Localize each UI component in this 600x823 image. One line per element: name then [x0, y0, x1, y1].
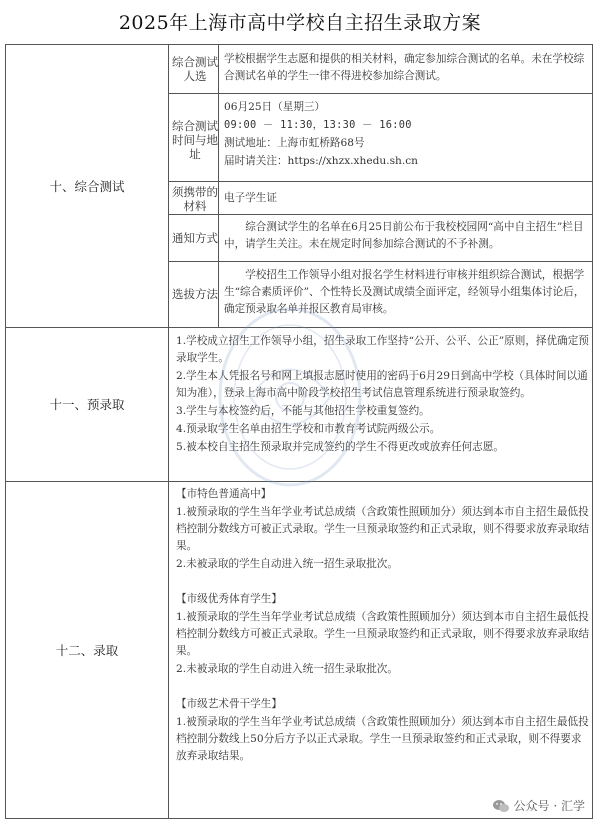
label-test-time-place: 综合测试时间与地址: [172, 119, 218, 161]
section-12-title: 十二、录取: [55, 642, 119, 658]
list-item: 3.学生与本校签约后，不能与其他招生学校重复签约。: [176, 405, 430, 417]
document-title: 2025年上海市高中学校自主招生录取方案: [118, 12, 482, 34]
test-place: 测试地址：上海市虹桥路68号: [224, 137, 365, 149]
seal-watermark: [215, 302, 365, 492]
list-item: 2.未被录取的学生自动进入统一招生录取批次。: [176, 663, 398, 675]
group-heading: 【市级艺术骨干学生】: [176, 698, 282, 710]
wechat-watermark: [490, 796, 588, 815]
divider: [168, 45, 169, 818]
text-test-candidates: [224, 51, 590, 86]
paragraph: 学校招生工作领导小组对报名学生材料进行审核并组织综合测试，根据学生“综合素质评价”、个性特长及测试成绩全面评定，经领导小组集体讨论后，确定预录取名单并报区教育局审核。: [224, 269, 585, 315]
list-item: 1.被预录取的学生当年学业考试总成绩（含政策性照顾加分）须达到本市自主招生最低投档控制分数线方可被正式录取。学生一旦预录取签约和正式录取，则不得要求放弃录取结果。: [176, 506, 590, 552]
section-10-title: 十、综合测试: [49, 179, 125, 194]
text-test-time-place: [224, 99, 590, 171]
paragraph: 电子学生证: [224, 192, 277, 204]
test-time: 09:00 － 11:30，13:30 － 16:00: [224, 119, 412, 131]
wechat-icon: [493, 799, 509, 813]
test-notice-link[interactable]: 届时请关注：https://xhzx.xhedu.sh.cn: [224, 155, 418, 167]
divider: [168, 261, 593, 262]
list-item: 2.未被录取的学生自动进入统一招生录取批次。: [176, 558, 398, 570]
paragraph: 学校根据学生志愿和提供的相关材料，确定参加综合测试的名单。未在学校综合测试名单的学生一律不得进校参加综合测试。: [224, 53, 585, 82]
group-heading: 【市级优秀体育学生】: [176, 593, 282, 605]
list-item: 1.学校成立招生工作领导小组，招生录取工作坚持“公开、公平、公正”原则，择优确定预录取学生。: [176, 335, 589, 364]
label-test-candidates: 综合测试人选: [172, 55, 218, 83]
text-notice-method: [224, 219, 590, 254]
text-admission: [176, 486, 590, 766]
divider: [218, 45, 219, 327]
spacer: [176, 679, 590, 696]
divider: [168, 93, 593, 94]
text-materials: [224, 190, 590, 208]
label-selection: 选拔方法: [172, 287, 218, 301]
label-materials: 须携带的材料: [172, 185, 218, 213]
paragraph: 综合测试学生的名单在6月25日前公布于我校校园网“高中自主招生”栏目中，请学生关注。未在规定时间参加综合测试的不予补测。: [224, 221, 584, 250]
group-heading: 【市特色普通高中】: [176, 488, 272, 500]
test-date: 06月25日（星期三）: [224, 101, 326, 113]
list-item: 4.预录取学生名单由招生学校和市教育考试院两级公示。: [176, 423, 441, 435]
divider: [168, 214, 593, 215]
divider: [168, 181, 593, 182]
wechat-account-label: 公众号 · 汇学: [513, 799, 585, 813]
list-item: 2.学生本人凭报名号和网上填报志愿时使用的密码于6月29日到高中学校（具体时间以通知为准），登录上海市高中阶段学校招生考试信息管理系统进行预录取签约。: [176, 370, 588, 399]
list-item: 1.被预录取的学生当年学业考试总成绩（含政策性照顾加分）须达到本市自主招生最低投档控制分数线方可被正式录取。学生一旦预录取签约和正式录取，则不得要求放弃录取结果。: [176, 611, 590, 657]
label-notice-method: 通知方式: [172, 231, 218, 245]
list-item: 1.被预录取的学生当年学业考试总成绩（含政策性照顾加分）须达到本市自主招生最低投档控制分数线上50分后方予以正式录取。学生一旦预录取签约和正式录取，则不得要求放弃录取结果。: [176, 716, 589, 762]
section-11-title: 十一、预录取: [49, 397, 125, 412]
spacer: [176, 574, 590, 591]
list-item: 5.被本校自主招生预录取并完成签约的学生不得更改或放弃任何志愿。: [176, 441, 504, 453]
